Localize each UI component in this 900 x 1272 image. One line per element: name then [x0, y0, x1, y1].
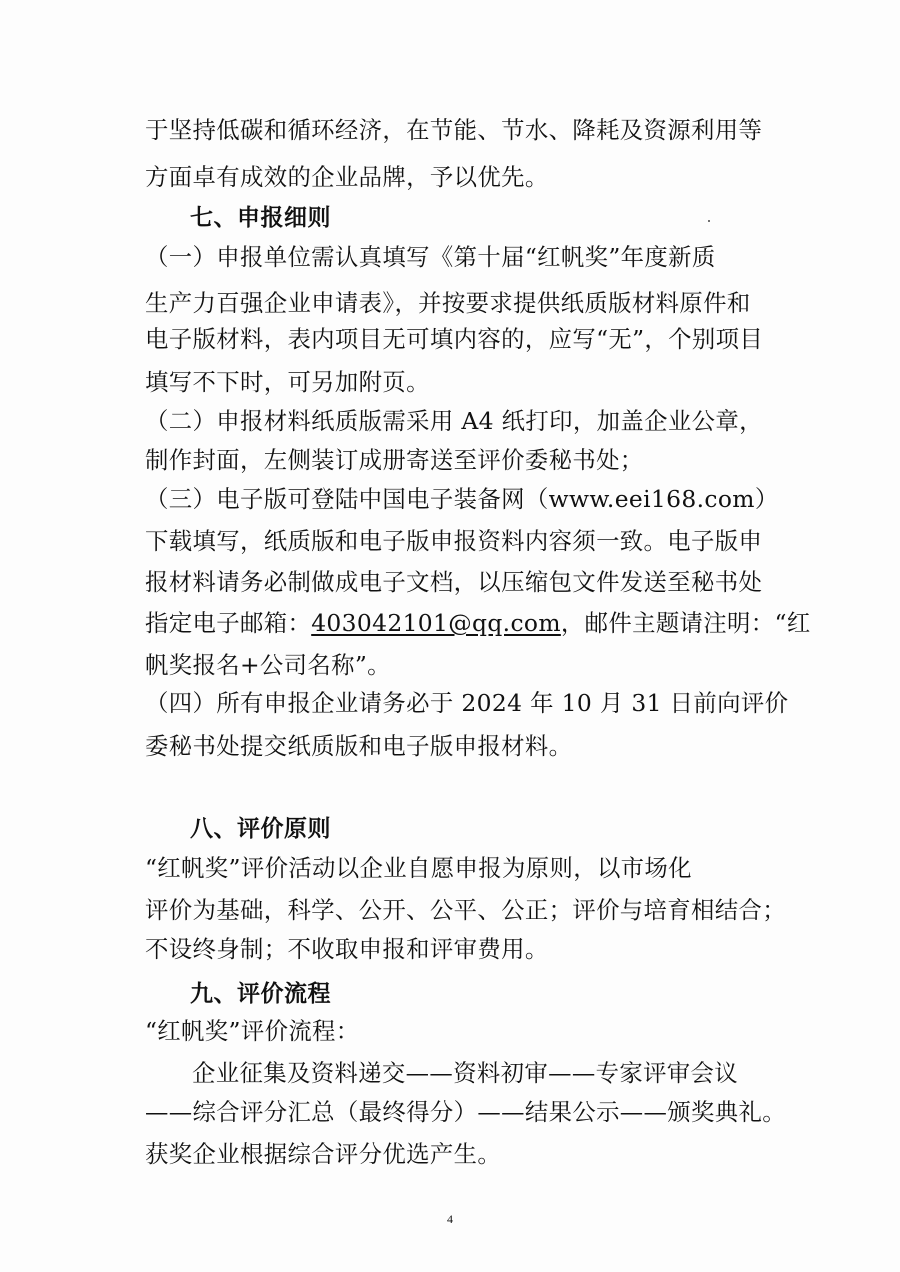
paragraph-line: 获奖企业根据综合评分优选产生。 [145, 1140, 502, 1168]
paragraph-line: 不设终身制；不收取申报和评审费用。 [145, 935, 549, 963]
paragraph-line: 企业征集及资料递交——资料初审——专家评审会议 [192, 1059, 739, 1087]
paragraph-line: 帆奖报名+公司名称”。 [145, 651, 391, 679]
paragraph-line: 制作封面，左侧装订成册寄送至评价委秘书处； [145, 446, 644, 474]
paragraph-line: 生产力百强企业申请表》，并按要求提供纸质版材料原件和 [145, 289, 751, 317]
paragraph-line: 填写不下时，可另加附页。 [145, 368, 430, 396]
section-heading-9: 九、评价流程 [190, 981, 331, 1007]
email-label: 指定电子邮箱： [145, 609, 312, 637]
paragraph-line: 下载填写，纸质版和电子版申报资料内容须一致。电子版申 [145, 527, 763, 555]
paragraph-line: “红帆奖”评价流程： [145, 1017, 360, 1045]
page-number: 4 [447, 1212, 453, 1226]
paragraph-line [145, 608, 811, 638]
section-heading-7: 七、申报细则 [190, 205, 331, 231]
paragraph-line: 方面卓有成效的企业品牌，予以优先。 [145, 163, 549, 191]
paragraph-line: （一）申报单位需认真填写《第十届“红帆奖”年度新质 [145, 243, 716, 271]
paragraph-line: （三）电子版可登陆中国电子装备网（www.eei168.com） [145, 485, 779, 513]
section-heading-8: 八、评价原则 [190, 816, 331, 842]
paragraph-line: （二）申报材料纸质版需采用 A4 纸打印，加盖企业公章， [145, 407, 763, 435]
paragraph-line: ——综合评分汇总（最终得分）——结果公示——颁奖典礼。 [145, 1098, 786, 1126]
paragraph-line: 电子版材料，表内项目无可填内容的，应写“无”，个别项目 [145, 325, 764, 353]
paragraph-line: 委秘书处提交纸质版和电子版申报材料。 [145, 732, 573, 760]
paragraph-line: 于坚持低碳和循环经济，在节能、节水、降耗及资源利用等 [145, 116, 763, 144]
email-note: ，邮件主题请注明：“红 [560, 609, 811, 637]
paragraph-line: “红帆奖”评价活动以企业自愿申报为原则，以市场化 [145, 854, 692, 882]
paragraph-line: 报材料请务必制做成电子文档，以压缩包文件发送至秘书处 [145, 568, 763, 596]
paragraph-line: （四）所有申报企业请务必于 2024 年 10 月 31 日前向评价 [145, 689, 789, 717]
email-link[interactable]: 403042101@qq.com [311, 609, 561, 637]
scan-speck [708, 220, 710, 222]
paragraph-line: 评价为基础，科学、公开、公平、公正；评价与培育相结合； [145, 896, 786, 924]
